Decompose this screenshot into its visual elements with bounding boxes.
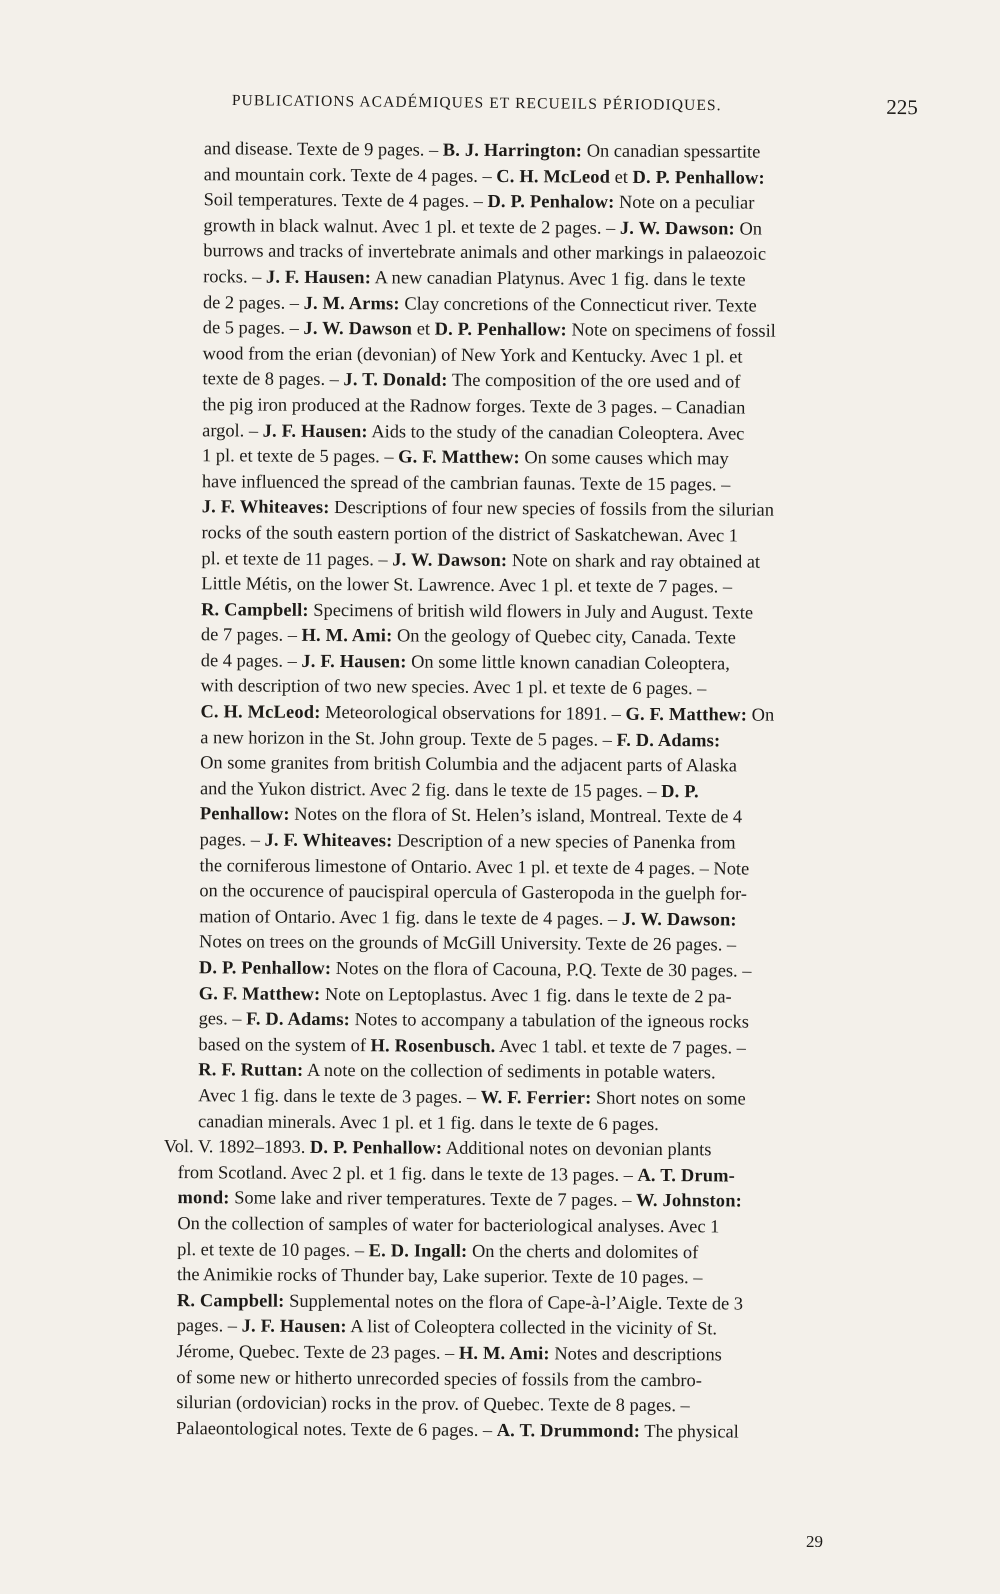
running-title: PUBLICATIONS ACADÉMIQUES ET RECUEILS PÉRIODIQUES. [231, 91, 722, 115]
text-run: A note on the collection of sediments in potable waters. [303, 1060, 716, 1083]
text-line [166, 699, 906, 729]
text-run: Description of a new species of Panenka from [392, 830, 736, 853]
text-run: Notes and descriptions [549, 1343, 722, 1365]
text-run: de 7 pages. – [200, 624, 302, 646]
text-run: Palaeontological notes. Texte de 6 pages. – [176, 1417, 497, 1440]
text-run: Descriptions of four new species of fossils from the silurian [329, 497, 775, 521]
text-run: On some little known canadian Coleoptera, [406, 651, 730, 674]
author-name: J. W. Dawson: [621, 908, 737, 930]
text-line [167, 520, 907, 550]
text-run: Short notes on some [591, 1087, 746, 1109]
text-run: On [734, 218, 763, 239]
text-run: of some new or hitherto unrecorded species of fossils from the cambro- [176, 1366, 702, 1390]
author-name: F. D. Adams: [616, 729, 721, 751]
author-name: A. T. Drummond: [496, 1419, 641, 1441]
author-name: D. P. Penhallow: [309, 1137, 443, 1158]
text-run: wood from the erian (devonian) of New York and Kentucky. Avec 1 pl. et [202, 342, 743, 367]
text-run: and mountain cork. Texte de 4 pages. – [203, 163, 497, 186]
text-run: Jérome, Quebec. Texte de 23 pages. – [176, 1340, 459, 1363]
text-run: Aids to the study of the canadian Coleoptera. Avec [367, 420, 745, 444]
text-run: On [747, 704, 775, 725]
author-name: J. F. Hausen: [301, 650, 407, 672]
text-run: 1 pl. et texte de 5 pages. – [201, 445, 399, 467]
text-run: and disease. Texte de 9 pages. – [203, 138, 443, 160]
text-run: Notes on the flora of Cacouna, P.Q. Texte de 30 pages. – [331, 958, 752, 981]
text-line [169, 264, 909, 294]
body-text [162, 136, 910, 1446]
printer-signature-mark: 29 [806, 1532, 823, 1551]
text-run: on the occurence of paucispiral opercula of Gasteropoda in the guelph for- [199, 880, 748, 904]
author-name: G. F. Matthew: [398, 446, 520, 468]
text-run: argol. – [202, 419, 263, 441]
author-name: G. F. Matthew: [625, 703, 748, 725]
author-name: H. M. Ami: [301, 625, 393, 646]
text-run: de 4 pages. – [200, 650, 302, 671]
text-run: Note on shark and ray obtained at [507, 549, 761, 572]
author-name: D. P. Penhallow: [632, 166, 765, 188]
text-run: Specimens of british wild flowers in July and August. Texte [308, 599, 754, 623]
author-name: D. P. Penhalow: [487, 191, 615, 212]
text-run: pl. et texte de 10 pages. – [177, 1238, 369, 1260]
text-run: Note on a peculiar [614, 191, 755, 213]
text-run: On the collection of samples of water for bacteriological analyses. Avec 1 [177, 1213, 720, 1237]
author-name: E. D. Ingall: [368, 1239, 468, 1261]
text-run: A new canadian Platynus. Avec 1 fig. dans le texte [371, 267, 746, 290]
text-run: pages. – [199, 829, 265, 850]
text-line [162, 1416, 902, 1446]
text-line [166, 827, 906, 857]
text-line [164, 1083, 904, 1113]
author-name: J. F. Hausen: [262, 420, 368, 441]
text-run: the corniferous limestone of Ontario. Avec 1 pl. et texte de 4 pages. – Note [199, 854, 750, 879]
text-run: based on the system of [198, 1033, 371, 1056]
text-run: Notes to accompany a tabulation of the igneous rocks [349, 1009, 749, 1032]
author-name: C. H. McLeod [496, 165, 611, 187]
text-run: Soil temperatures. Texte de 4 pages. – [203, 189, 488, 212]
text-run: On some causes which may [519, 447, 729, 469]
text-run: de 2 pages. – [202, 291, 304, 313]
entries-vol-iv [164, 136, 910, 1139]
text-run: Additional notes on devonian plants [442, 1137, 712, 1160]
author-name: R. Campbell: [176, 1289, 285, 1311]
author-name: D. P. [661, 780, 699, 802]
author-name: J. W. Dawson [303, 317, 413, 339]
author-name: J. M. Arms: [303, 292, 400, 313]
text-run: canadian minerals. Avec 1 pl. et 1 fig. dans le texte de 6 pages. [197, 1110, 659, 1134]
text-run: the pig iron produced at the Radnow forges. Texte de 3 pages. – Canadian [202, 394, 746, 418]
text-run: et [412, 318, 435, 339]
text-run: On the geology of Quebec city, Canada. Texte [392, 625, 736, 648]
text-run: On canadian spessartite [582, 140, 761, 162]
text-line [165, 955, 905, 985]
entries-vol-v [162, 1134, 904, 1446]
text-run: Note on Leptoplastus. Avec 1 fig. dans le texte de 2 pa- [320, 983, 732, 1007]
author-name: H. Rosenbusch. [370, 1035, 496, 1056]
text-run: et [609, 166, 633, 187]
author-name: R. F. Ruttan: [198, 1059, 304, 1081]
text-run: On some granites from british Columbia and the adjacent parts of Alaska [200, 752, 738, 776]
text-run: Notes on trees on the grounds of McGill University. Texte de 26 pages. – [199, 931, 737, 955]
text-line [168, 392, 908, 422]
text-run: rocks. – [203, 266, 267, 287]
author-name: C. H. McLeod: [200, 701, 321, 722]
text-line [162, 1339, 902, 1369]
author-name: R. Campbell: [201, 598, 309, 620]
text-run: Vol. V. 1892–1893. [163, 1136, 311, 1158]
page-number: 225 [886, 94, 918, 120]
text-line [163, 1211, 903, 1241]
text-run: and the Yukon district. Avec 2 fig. dans le texte de 15 pages. – [199, 778, 662, 801]
author-name: G. F. Matthew: [198, 982, 321, 1004]
text-run: a new horizon in the St. John group. Texte de 5 pages. – [200, 726, 617, 750]
author-name: J. F. Whiteaves: [264, 829, 393, 851]
text-run: de 5 pages. – [202, 317, 304, 338]
text-run: growth in black walnut. Avec 1 pl. et texte de 2 pages. – [203, 214, 620, 238]
text-run: A list of Coleoptera collected in the vicinity of St. [346, 1316, 718, 1339]
text-run: burrows and tracks of invertebrate animals and other markings in palaeozoic [203, 240, 767, 265]
text-run: The physical [640, 1420, 739, 1442]
author-name: J. W. Dawson: [392, 548, 508, 570]
author-name: W. Johnston: [635, 1190, 743, 1211]
text-run: have influenced the spread of the cambrian faunas. Texte de 15 pages. – [201, 470, 731, 495]
author-name: D. P. Penhallow: [434, 318, 567, 340]
author-name: J. F. Hausen: [265, 266, 372, 288]
text-run: Clay concretions of the Connecticut river. Texte [399, 292, 757, 316]
text-run: rocks of the south eastern portion of the district of Saskatchewan. Avec 1 [201, 522, 739, 546]
author-name: J. W. Dawson: [619, 217, 735, 239]
text-run: Supplemental notes on the flora of Cape-à-l’Aigle. Texte de 3 [284, 1290, 744, 1314]
text-run: with description of two new species. Avec 1 pl. et texte de 6 pages. – [200, 675, 707, 699]
text-run: On the cherts and dolomites of [467, 1240, 699, 1262]
author-name: J. T. Donald: [343, 369, 448, 391]
text-run: from Scotland. Avec 2 pl. et 1 fig. dans le texte de 13 pages. – [177, 1161, 638, 1185]
running-header [232, 88, 918, 125]
text-run: ges. – [198, 1008, 247, 1029]
text-run: Notes on the flora of St. Helen’s island, Montreal. Texte de 4 [289, 804, 743, 827]
author-name: Penhallow: [199, 803, 290, 825]
author-name: B. J. Harrington: [442, 139, 583, 161]
author-name: A. T. Drum- [637, 1164, 736, 1186]
author-name: mond: [177, 1187, 230, 1208]
author-name: J. F. Hausen: [241, 1315, 347, 1337]
text-run: texte de 8 pages. – [202, 368, 344, 390]
author-name: W. F. Ferrier: [480, 1086, 592, 1108]
text-run: pl. et texte de 11 pages. – [201, 547, 393, 569]
text-run: silurian (ordovician) rocks in the prov. of Quebec. Texte de 8 pages. – [176, 1392, 690, 1416]
author-name: H. M. Ami: [458, 1342, 550, 1364]
author-name: F. D. Adams: [246, 1008, 351, 1030]
text-run: Avec 1 fig. dans le texte de 3 pages. – [198, 1085, 481, 1107]
text-run: Note on specimens of fossil [566, 319, 776, 341]
text-run: the Animikie rocks of Thunder bay, Lake superior. Texte de 10 pages. – [176, 1264, 703, 1288]
text-run: Avec 1 tabl. et texte de 7 pages. – [495, 1035, 746, 1058]
author-name: D. P. Penhallow: [198, 957, 332, 979]
text-run: The composition of the ore used and of [447, 370, 741, 392]
text-run: mation of Ontario. Avec 1 fig. dans le texte de 4 pages. – [199, 906, 622, 929]
text-run: Little Métis, on the lower St. Lawrence. Avec 1 pl. et texte de 7 pages. – [201, 573, 733, 597]
text-run: Some lake and river temperatures. Texte de 7 pages. – [229, 1187, 637, 1211]
text-run: pages. – [176, 1315, 242, 1336]
text-run: Meteorological observations for 1891. – [320, 701, 626, 724]
author-name: J. F. Whiteaves: [201, 496, 330, 518]
text-line [170, 136, 910, 166]
